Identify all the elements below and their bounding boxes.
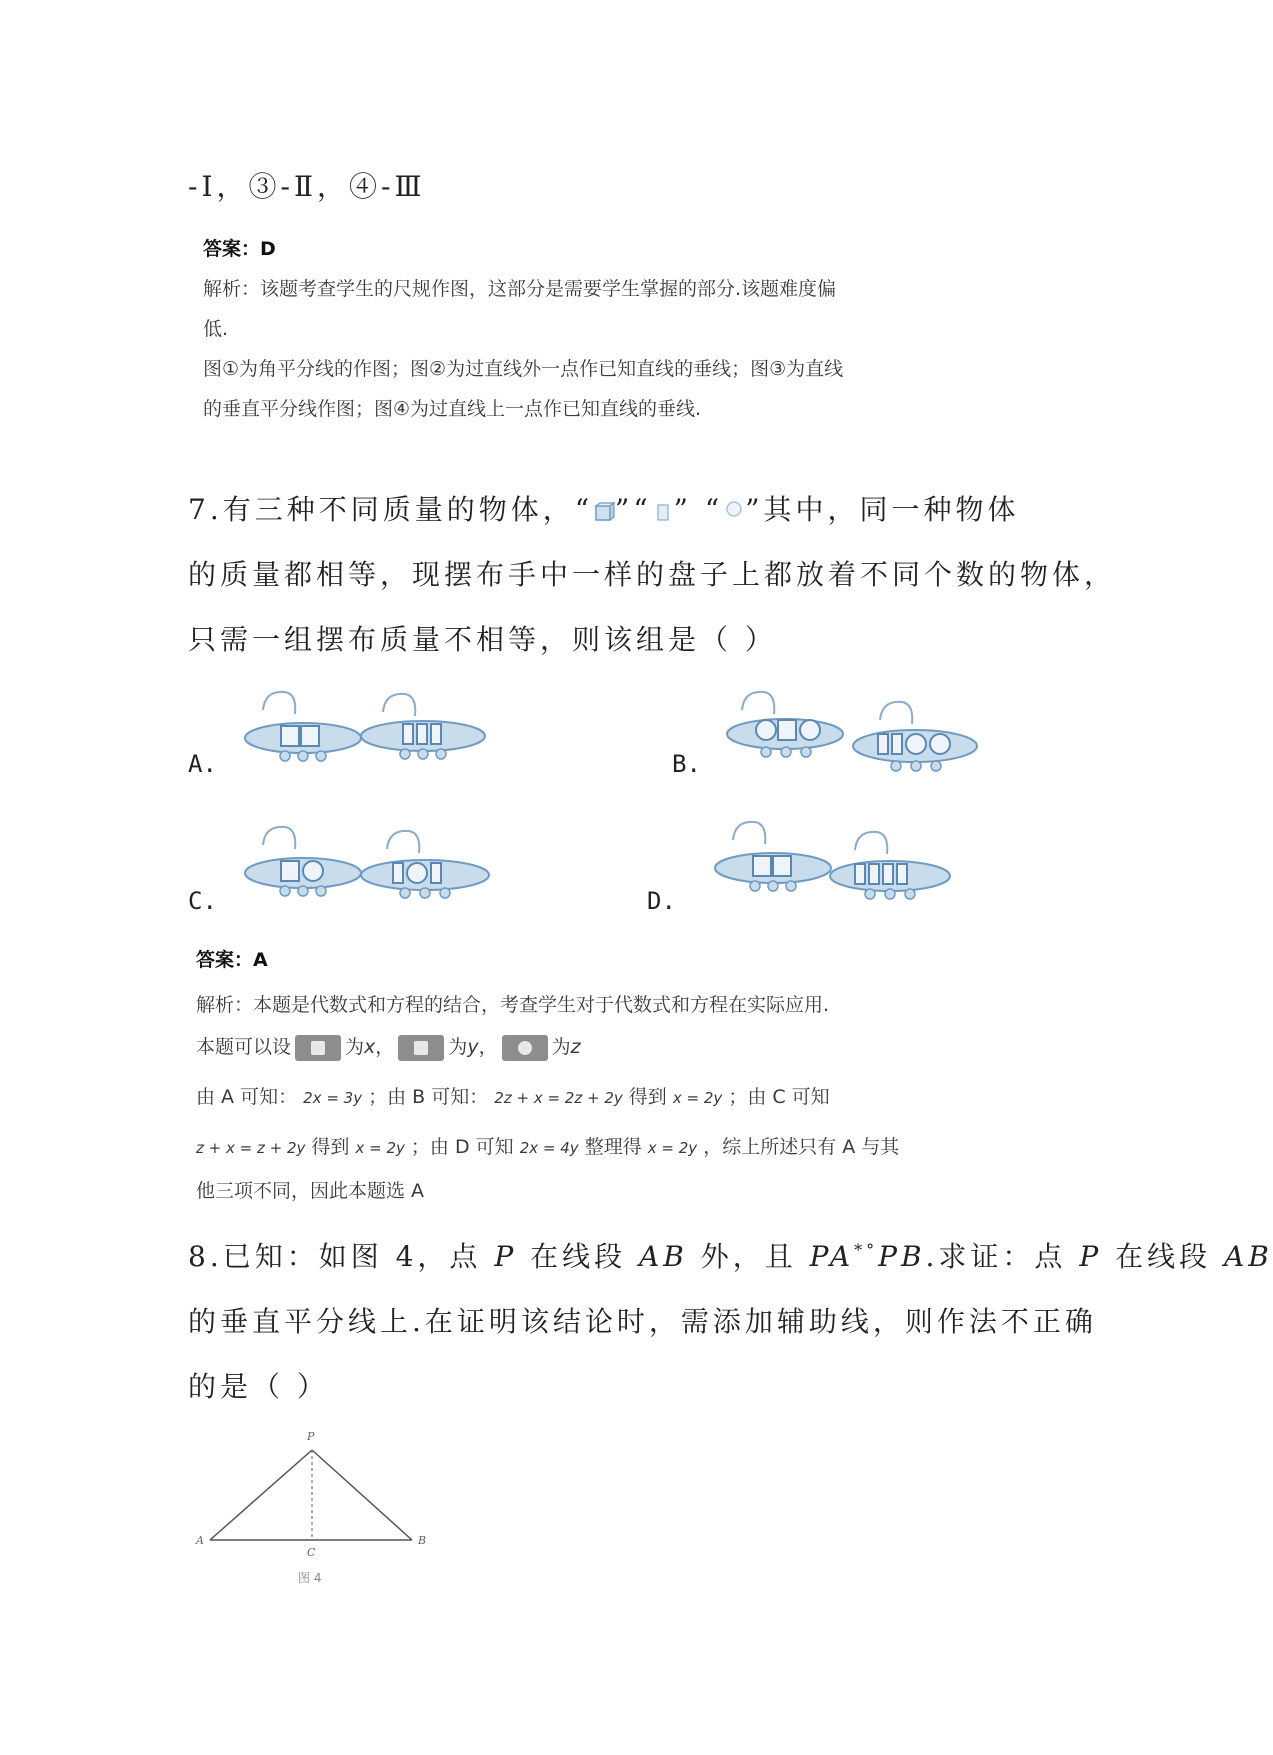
segment-pb — [312, 1450, 412, 1540]
ball-object-icon — [723, 501, 745, 523]
q6-explain-4: 的垂直平分线作图；图④为过直线上一点作已知直线的垂线. — [203, 398, 702, 420]
figure-caption: 图 4 — [298, 1571, 322, 1585]
option-c-figure[interactable] — [245, 825, 505, 915]
q7-line-2: 的质量都相等，现摆布手中一样的盘子上都放着不同个数的物体， — [188, 558, 1117, 591]
label-c: C — [307, 1546, 316, 1559]
q7-explain-5: 他三项不同，因此本题选 A — [196, 1180, 425, 1202]
cylinder-object-icon — [652, 501, 674, 523]
option-c-label[interactable]: C. — [188, 887, 217, 915]
figure-4 — [190, 1420, 450, 1600]
cube-thumbnail-icon — [295, 1035, 341, 1061]
option-a-label[interactable]: A. — [188, 750, 217, 778]
option-d-figure[interactable] — [715, 820, 975, 910]
q7-explain-1: 解析：本题是代数式和方程的结合，考查学生对于代数式和方程在实际应用. — [196, 994, 830, 1016]
q6-answer: 答案：D — [203, 238, 276, 260]
q6-explain-3: 图①为角平分线的作图；图②为过直线外一点作已知直线的垂线；图③为直线 — [203, 358, 844, 380]
q7-line-1: 7.有三种不同质量的物体，“ ”“ ” “ ”其中，同一种物体 — [188, 493, 1020, 526]
label-p: P — [307, 1430, 315, 1443]
q8-line-3: 的是（ ） — [188, 1370, 329, 1403]
cylinder-thumbnail-icon — [398, 1035, 444, 1061]
q7-explain-2: 本题可以设 为x， 为y， 为z — [196, 1032, 581, 1061]
q7-line-3: 只需一组摆布质量不相等，则该组是（ ） — [188, 623, 777, 656]
q7-explain-4: z + x = z + 2y 得到 x = 2y ；由 D 可知 2x = 4y 整理得 x = 2y ，综上所述只有 A 与其 — [196, 1136, 900, 1158]
label-b: B — [418, 1534, 427, 1547]
top-line: -Ⅰ，③-Ⅱ，④-Ⅲ — [188, 170, 426, 203]
q8-line-1: 8.已知：如图 4，点 P 在线段 AB 外，且 PA*°PB.求证：点 P 在线段 AB — [188, 1240, 1273, 1273]
ball-thumbnail-icon — [502, 1035, 548, 1061]
label-a: A — [196, 1534, 204, 1547]
q8-line-2: 的垂直平分线上.在证明该结论时，需添加辅助线，则作法不正确 — [188, 1305, 1097, 1338]
q6-explain-1: 解析：该题考查学生的尺规作图，这部分是需要学生掌握的部分.该题难度偏 — [203, 278, 837, 300]
q7-answer: 答案：A — [196, 949, 268, 971]
cube-object-icon — [593, 501, 615, 523]
option-b-figure[interactable] — [730, 690, 990, 780]
option-b-label[interactable]: B. — [672, 750, 701, 778]
q7-explain-3: 由 A 可知： 2x = 3y ；由 B 可知： 2z + x = 2z + 2y 得到 x = 2y ；由 C 可知 — [196, 1086, 830, 1108]
segment-pa — [210, 1450, 312, 1540]
q6-explain-2: 低. — [203, 318, 229, 340]
option-d-label[interactable]: D. — [647, 887, 676, 915]
option-a-figure[interactable] — [245, 690, 505, 770]
